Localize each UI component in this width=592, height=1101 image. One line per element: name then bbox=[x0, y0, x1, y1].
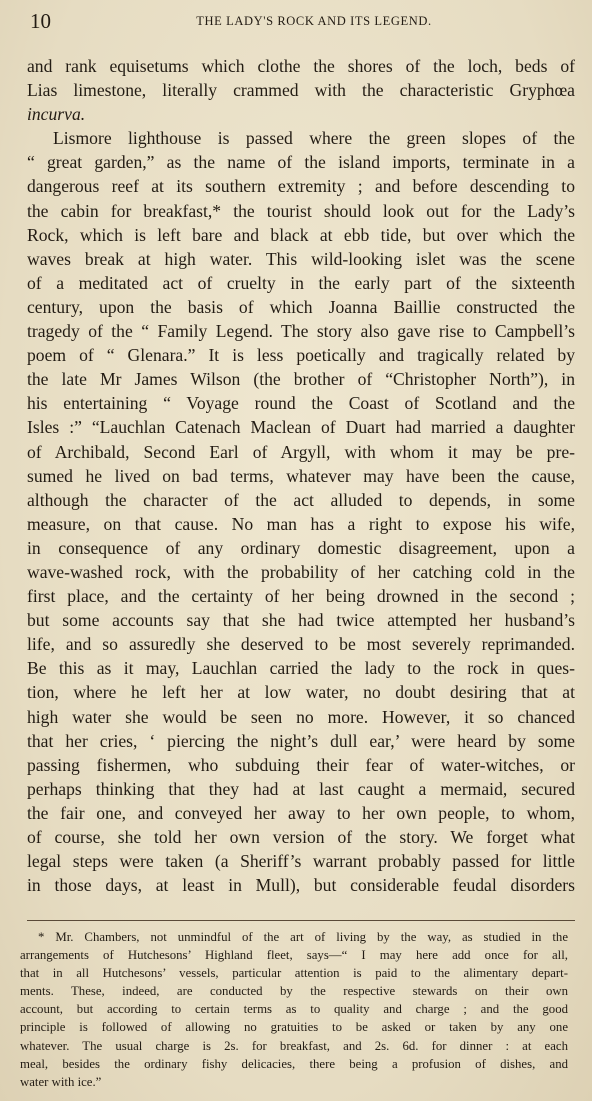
body-line: and rank equisetums which clothe the shores of the loch, beds of bbox=[27, 56, 575, 76]
body-line: “ great garden,” as the name of the island imports, terminate in a bbox=[27, 152, 575, 173]
body-line: poem of “ Glenara.” It is less poetically and tragically related by bbox=[27, 345, 575, 366]
footnote bbox=[20, 928, 568, 1091]
footnote-line: account, but according to certain terms as to quality and charge ; and the good bbox=[20, 1002, 568, 1017]
body-line: passing fishermen, who subduing their fear of water-witches, or bbox=[27, 754, 575, 775]
footnote-rule bbox=[27, 920, 575, 921]
body-line: measure, on that cause. No man has a right to expose his wife, bbox=[27, 513, 575, 534]
body-line: high water she would be seen no more. However, it so chanced bbox=[27, 706, 575, 727]
body-line: incurva. bbox=[27, 104, 86, 125]
footnote-line: water with ice.” bbox=[20, 1074, 102, 1089]
body-line: century, upon the basis of which Joanna Baillie constructed the bbox=[27, 296, 575, 317]
body-line: of a meditated act of cruelty in the early part of the sixteenth bbox=[27, 272, 575, 293]
body-line: the late Mr James Wilson (the brother of “Christopher North”), in bbox=[27, 369, 575, 390]
footnote-line: arrangements of Hutchesons’ Highland fleet, says—“ I may here add once for all, bbox=[20, 948, 568, 963]
body-line: Lias limestone, literally crammed with the characteristic Gryphœa bbox=[27, 80, 575, 101]
body-line: dangerous reef at its southern extremity ; and before descending to bbox=[27, 176, 575, 197]
body-line: of course, she told her own version of the story. We forget what bbox=[27, 827, 575, 847]
body-line: Isles :” “Lauchlan Catenach Maclean of Duart had married a daughter bbox=[27, 417, 575, 438]
running-head bbox=[30, 8, 568, 34]
body-line: tragedy of the “ Family Legend. The story also gave rise to Campbell’s bbox=[27, 321, 575, 342]
footnote-line: ments. These, indeed, are conducted by the respective stewards on their own bbox=[20, 984, 568, 999]
body-line: of Archibald, Second Earl of Argyll, with whom it may be pre- bbox=[27, 441, 575, 462]
body-line: sumed he lived on bad terms, whatever may have been the cause, bbox=[27, 465, 575, 486]
body-line: although the character of the act alluded to depends, in some bbox=[27, 489, 575, 510]
body-text bbox=[27, 54, 575, 897]
footnote-line: whatever. The usual charge is 2s. for breakfast, and 2s. 6d. for dinner : at each bbox=[20, 1038, 568, 1053]
body-line: the cabin for breakfast,* the tourist should look out for the Lady’s bbox=[27, 200, 575, 221]
page-number: 10 bbox=[30, 9, 51, 33]
running-title: THE LADY'S ROCK AND ITS LEGEND. bbox=[196, 14, 432, 28]
body-line: tion, where he left her at low water, no doubt desiring that at bbox=[27, 682, 575, 703]
footnote-line: that in all Hutchesons’ vessels, particular attention is paid to the alimentary depart- bbox=[20, 966, 568, 981]
body-line: perhaps thinking that they had at last caught a mermaid, secured bbox=[27, 778, 575, 799]
footnote-line: meal, besides the ordinary fishy delicacies, there being a profusion of dishes, and bbox=[20, 1056, 568, 1071]
footnote-line: principle is followed of allowing no gratuities to be asked or taken by any one bbox=[20, 1020, 568, 1035]
footnote-line: * Mr. Chambers, not unmindful of the art of living by the way, as studied in the bbox=[38, 930, 568, 944]
body-line: legal steps were taken (a Sheriff’s warrant probably passed for little bbox=[27, 851, 575, 872]
body-line: wave-washed rock, with the probability of her catching cold in the bbox=[27, 561, 575, 582]
body-line: Be this as it may, Lauchlan carried the lady to the rock in ques- bbox=[27, 658, 575, 679]
body-line: the fair one, and conveyed her away to her own people, to whom, bbox=[27, 802, 575, 823]
body-line: but some accounts say that she had twice attempted her husband’s bbox=[27, 610, 575, 631]
body-line: first place, and the certainty of her being drowned in the second ; bbox=[27, 586, 575, 607]
body-line: his entertaining “ Voyage round the Coast of Scotland and the bbox=[27, 393, 575, 414]
body-line: waves break at high water. This wild-looking islet was the scene bbox=[27, 248, 575, 269]
body-line: Rock, which is left bare and black at ebb tide, but over which the bbox=[27, 224, 575, 245]
body-line: that her cries, ‘ piercing the night’s dull ear,’ were heard by some bbox=[27, 730, 575, 751]
body-line: in those days, at least in Mull), but considerable feudal disorders bbox=[27, 875, 575, 896]
body-line: Lismore lighthouse is passed where the green slopes of the bbox=[53, 128, 575, 149]
body-line: life, and so assuredly she deserved to be most severely reprimanded. bbox=[27, 634, 575, 655]
body-line: in consequence of any ordinary domestic disagreement, upon a bbox=[27, 537, 575, 558]
